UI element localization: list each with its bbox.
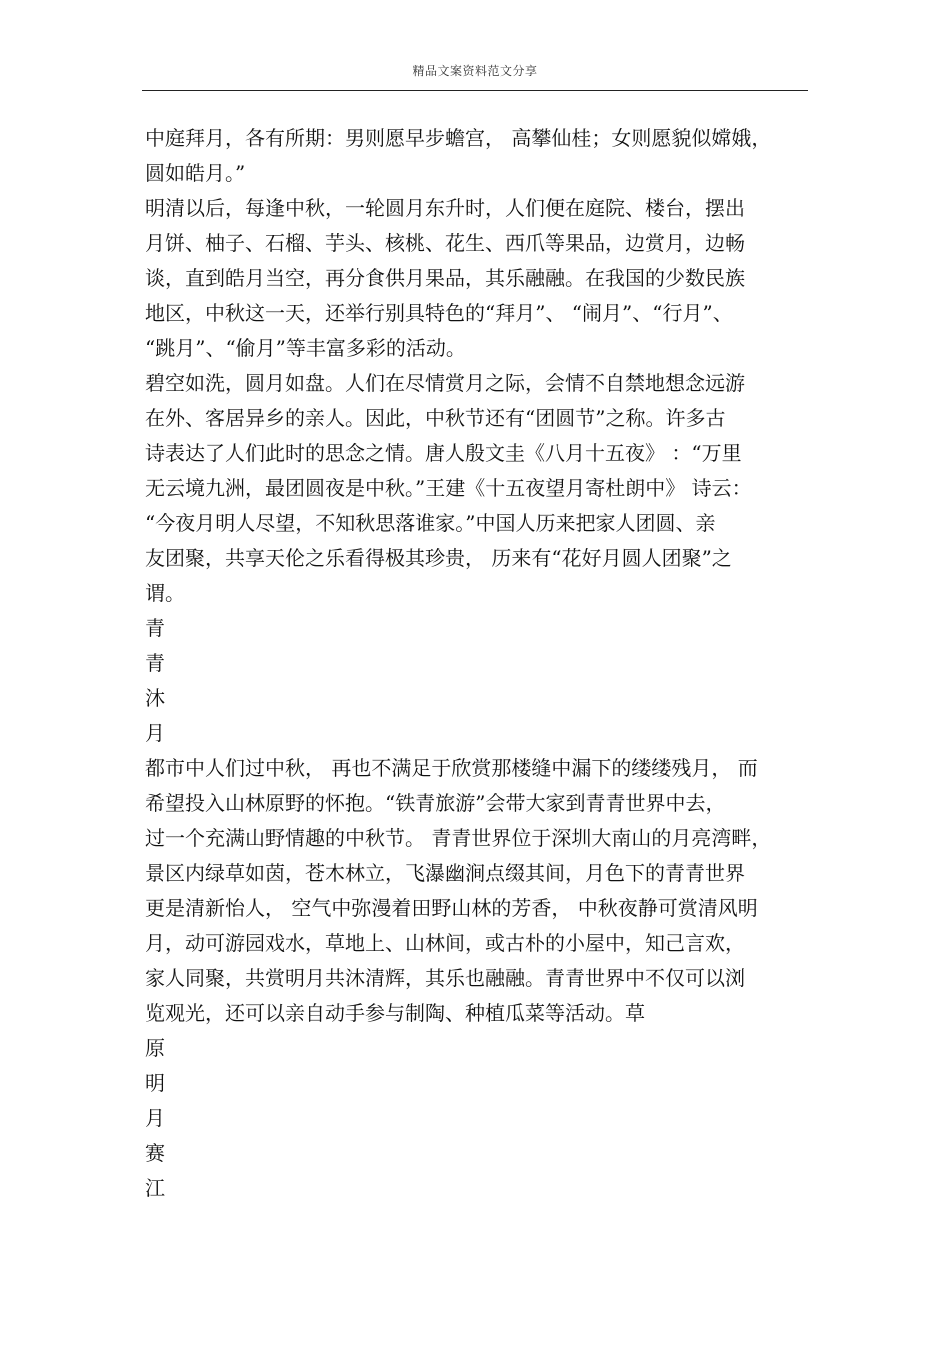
text-line: 青 [145, 616, 165, 640]
text-line: 地区，中秋这一天，还举行别具特色的“拜月”、 “闹月”、“行月”、 [145, 301, 733, 325]
text-line: 原 [145, 1036, 165, 1060]
text-line: 中庭拜月，各有所期：男则愿早步蟾宫， 高攀仙桂；女则愿貌似嫦娥， [145, 126, 772, 150]
text-line: 在外、客居异乡的亲人。因此，中秋节还有“团圆节”之称。许多古 [145, 406, 726, 430]
text-line: 碧空如洗，圆月如盘。人们在尽情赏月之际，会情不自禁地想念远游 [145, 371, 745, 395]
text-line: 友团聚，共享天伦之乐看得极其珍贵， 历来有“花好月圆人团聚”之 [145, 546, 732, 570]
text-line: 谈，直到皓月当空，再分食供月果品，其乐融融。在我国的少数民族 [145, 266, 745, 290]
text-line: 景区内绿草如茵，苍木林立，飞瀑幽涧点缀其间，月色下的青青世界 [145, 861, 745, 885]
text-line: 明清以后，每逢中秋，一轮圆月东升时，人们便在庭院、楼台，摆出 [145, 196, 745, 220]
text-line: 希望投入山林原野的怀抱。“铁青旅游”会带大家到青青世界中去， [145, 791, 726, 815]
text-line: 月饼、柚子、石榴、芋头、核桃、花生、西爪等果品，边赏月，边畅 [145, 231, 745, 255]
text-line: 赛 [145, 1141, 165, 1165]
text-line: 谓。 [145, 581, 185, 605]
text-line: 月 [145, 721, 165, 745]
text-line: 圆如皓月。” [145, 161, 246, 185]
text-line: 无云境九洲，最团圆夜是中秋。”王建《十五夜望月寄杜朗中》 诗云： [145, 476, 752, 500]
text-line: 览观光，还可以亲自动手参与制陶、种植瓜菜等活动。草 [145, 1001, 645, 1025]
page-header: 精品文案资料范文分享 [412, 64, 538, 78]
text-line: 都市中人们过中秋， 再也不满足于欣赏那楼缝中漏下的缕缕残月， 而 [145, 756, 758, 780]
text-line: 更是清新怡人， 空气中弥漫着田野山林的芳香， 中秋夜静可赏清风明 [145, 896, 758, 920]
text-line: 青 [145, 651, 165, 675]
text-line: 诗表达了人们此时的思念之情。唐人殷文圭《八月十五夜》 ：“万里 [145, 441, 742, 465]
text-line: 家人同聚，共赏明月共沐清辉，其乐也融融。青青世界中不仅可以浏 [145, 966, 745, 990]
text-line: 明 [145, 1071, 165, 1095]
header-divider [142, 90, 808, 91]
text-line: 过一个充满山野情趣的中秋节。 青青世界位于深圳大南山的月亮湾畔， [145, 826, 772, 850]
text-line: 沐 [145, 686, 165, 710]
text-line: “今夜月明人尽望，不知秋思落谁家。”中国人历来把家人团圆、亲 [145, 511, 716, 535]
text-line: 月，动可游园戏水，草地上、山林间，或古朴的小屋中，知己言欢， [145, 931, 745, 955]
text-line: 江 [145, 1176, 165, 1200]
text-line: 月 [145, 1106, 165, 1130]
text-line: “跳月”、“偷月”等丰富多彩的活动。 [145, 336, 466, 360]
document-body [145, 121, 815, 1206]
